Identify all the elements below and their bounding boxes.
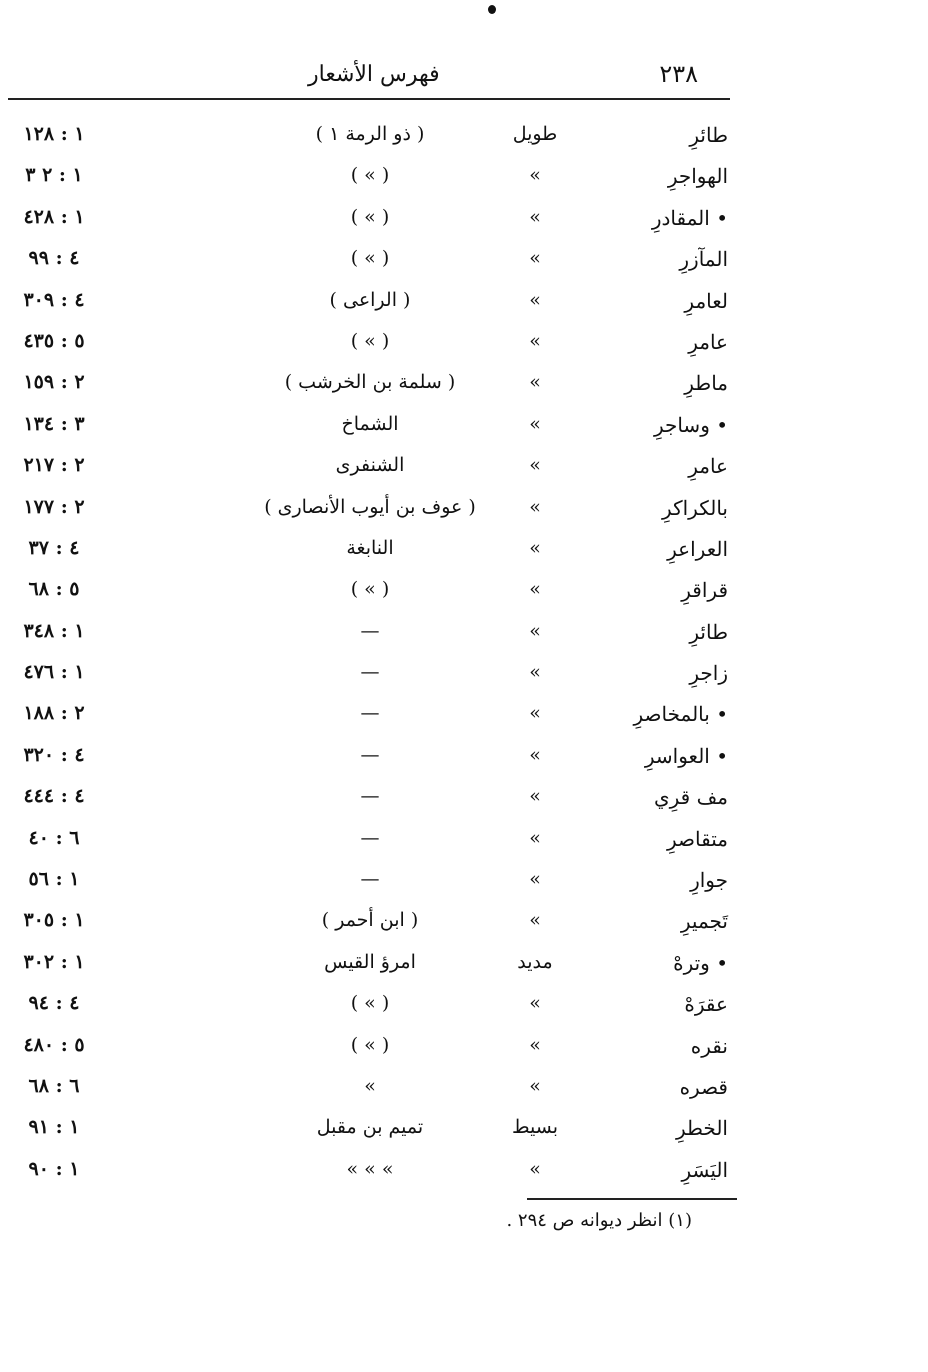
reference-cell: ١ : ٤٢٨: [23, 205, 85, 228]
meter-cell: »: [529, 247, 541, 270]
rhyme-cell: قراقرِ: [681, 578, 728, 603]
rhyme-cell: تَجميرِ: [680, 909, 728, 934]
reference-cell: ١ : ٤٧٦: [23, 661, 85, 684]
reference-cell: ٢ : ١٥٩: [23, 371, 85, 394]
poet-cell: الشماخ: [341, 412, 399, 435]
meter-cell: »: [529, 743, 541, 766]
table-row: [0, 490, 928, 531]
meter-cell: »: [529, 661, 541, 684]
meter-cell: »: [529, 412, 541, 435]
table-row: [0, 1110, 928, 1151]
rhyme-cell: جوارِ: [690, 868, 728, 893]
rhyme-cell: مف قرِي: [653, 785, 728, 810]
rhyme-cell: نقره: [690, 1033, 728, 1058]
rhyme-cell: طائرِ: [689, 619, 728, 644]
poet-cell: ( » ): [350, 247, 390, 270]
rhyme-cell: • وترهْ: [673, 950, 728, 975]
table-row: [0, 614, 928, 655]
reference-cell: ٥ : ٦٨: [28, 578, 80, 601]
rhyme-cell: اليَسَرِ: [681, 1157, 728, 1182]
rhyme-cell: طائرِ: [689, 123, 728, 147]
meter-cell: »: [529, 1074, 541, 1097]
meter-cell: »: [529, 785, 541, 808]
poet-cell: ( » ): [350, 992, 390, 1015]
rhyme-cell: بالكراكرِ: [662, 495, 728, 520]
index-table: [0, 117, 928, 1193]
rhyme-cell: المآزرِ: [679, 247, 728, 272]
reference-cell: ٥ : ٤٨٠: [23, 1033, 85, 1056]
reference-cell: ٤ : ٩٩: [28, 247, 80, 270]
rhyme-cell: عامرِ: [688, 454, 728, 479]
reference-cell: ٦ : ٦٨: [28, 1074, 80, 1097]
poet-cell: ( ذو الرمة ١ ): [315, 123, 425, 145]
poet-cell: —: [360, 661, 380, 684]
reference-cell: ٢ : ٢١٧: [23, 454, 85, 477]
rhyme-cell: • بالمخاصرِ: [633, 702, 728, 727]
rhyme-cell: • المقادرِ: [651, 205, 728, 230]
running-title: فهرس الأشعار: [308, 62, 440, 87]
meter-cell: »: [529, 164, 541, 187]
poet-cell: ( الراعى ): [329, 288, 411, 311]
reference-cell: ٥ : ٤٣٥: [23, 329, 85, 352]
meter-cell: بسيط: [511, 1116, 558, 1139]
table-row: [0, 200, 928, 241]
table-row: [0, 696, 928, 737]
table-row: [0, 779, 928, 820]
table-row: [0, 903, 928, 944]
footnote: (١) انظر ديوانه ص ٢٩٤ .: [506, 1210, 692, 1231]
poet-cell: ( » ): [350, 1033, 390, 1056]
table-row: [0, 448, 928, 489]
reference-cell: ١ : ٥٦: [28, 868, 80, 891]
header-rule: [8, 98, 730, 100]
table-row: [0, 1028, 928, 1069]
meter-cell: »: [529, 454, 541, 477]
poet-cell: تميم بن مقبل: [316, 1116, 424, 1139]
rhyme-cell: قصره: [679, 1074, 728, 1099]
meter-cell: »: [529, 868, 541, 891]
table-row: [0, 158, 928, 199]
meter-cell: »: [529, 578, 541, 601]
page-mark: [488, 5, 496, 14]
rhyme-cell: ماطرِ: [684, 371, 728, 396]
table-row: [0, 365, 928, 406]
meter-cell: »: [529, 1033, 541, 1056]
reference-cell: ٤ : ٩٤: [28, 992, 80, 1015]
poet-cell: —: [360, 743, 380, 766]
rhyme-cell: عامرِ: [688, 329, 728, 354]
meter-cell: »: [529, 826, 541, 849]
table-row: [0, 241, 928, 282]
table-row: [0, 324, 928, 365]
meter-cell: »: [529, 536, 541, 559]
reference-cell: ٤ : ٣٠٩: [23, 288, 85, 311]
reference-cell: ٤ : ٣٢٠: [23, 743, 85, 766]
poet-cell: » » »: [346, 1157, 394, 1180]
table-row: [0, 572, 928, 613]
table-row: [0, 655, 928, 696]
reference-cell: ١ : ٩٠: [28, 1157, 80, 1180]
reference-cell: ١ : ١٢٨: [23, 123, 85, 145]
poet-cell: ( » ): [350, 164, 390, 187]
reference-cell: ١ : ٢ ٣: [25, 164, 83, 187]
rhyme-cell: عقرَهْ: [684, 992, 728, 1017]
reference-cell: ٣ : ١٣٤: [23, 412, 85, 435]
poet-cell: —: [360, 868, 380, 891]
meter-cell: »: [529, 288, 541, 311]
table-row: [0, 821, 928, 862]
footnote-rule: [527, 1198, 737, 1200]
reference-cell: ٤ : ٣٧: [28, 536, 80, 559]
rhyme-cell: لعامرِ: [684, 288, 728, 313]
rhyme-cell: زاجرِ: [689, 661, 728, 686]
rhyme-cell: الخطرِ: [675, 1116, 728, 1141]
page-number: ٢٣٨: [659, 60, 698, 88]
page-header: [8, 58, 728, 100]
rhyme-cell: • وساجرِ: [653, 412, 728, 437]
meter-cell: »: [529, 495, 541, 518]
poet-cell: »: [364, 1074, 376, 1097]
meter-cell: »: [529, 1157, 541, 1180]
poet-cell: النابغة: [346, 536, 394, 559]
reference-cell: ١ : ٩١: [28, 1116, 80, 1139]
meter-cell: مديد: [517, 950, 553, 973]
meter-cell: طويل: [512, 123, 558, 145]
poet-cell: —: [360, 619, 380, 642]
poet-cell: امرؤ القيس: [324, 950, 416, 973]
rhyme-cell: الهواجرِ: [667, 164, 728, 189]
poet-cell: ( عوف بن أيوب الأنصارى ): [264, 495, 476, 518]
meter-cell: »: [529, 909, 541, 932]
table-row: [0, 986, 928, 1027]
poet-cell: ( سلمة بن الخرشب ): [284, 371, 456, 394]
table-row: [0, 283, 928, 324]
table-row: [0, 1152, 928, 1193]
poet-cell: —: [360, 785, 380, 808]
meter-cell: »: [529, 619, 541, 642]
reference-cell: ١ : ٣٤٨: [23, 619, 85, 642]
table-row: [0, 117, 928, 158]
reference-cell: ٤ : ٤٤٤: [23, 785, 85, 808]
poet-cell: ( » ): [350, 205, 390, 228]
reference-cell: ٢ : ١٨٨: [23, 702, 85, 725]
table-row: [0, 738, 928, 779]
poet-cell: الشنفرى: [335, 454, 405, 477]
poet-cell: —: [360, 826, 380, 849]
poet-cell: —: [360, 702, 380, 725]
meter-cell: »: [529, 329, 541, 352]
table-row: [0, 862, 928, 903]
reference-cell: ٦ : ٤٠: [28, 826, 80, 849]
meter-cell: »: [529, 702, 541, 725]
reference-cell: ١ : ٣٠٥: [23, 909, 85, 932]
poet-cell: ( » ): [350, 329, 390, 352]
meter-cell: »: [529, 205, 541, 228]
poet-cell: ( » ): [350, 578, 390, 601]
rhyme-cell: العراعرِ: [667, 536, 728, 561]
poet-cell: ( ابن أحمر ): [321, 909, 419, 932]
meter-cell: »: [529, 371, 541, 394]
reference-cell: ٢ : ١٧٧: [23, 495, 85, 518]
reference-cell: ١ : ٣٠٢: [23, 950, 85, 973]
table-row: [0, 945, 928, 986]
table-row: [0, 1069, 928, 1110]
table-row: [0, 531, 928, 572]
rhyme-cell: متقاصرِ: [667, 826, 728, 851]
table-row: [0, 407, 928, 448]
rhyme-cell: • العواسرِ: [644, 743, 728, 768]
meter-cell: »: [529, 992, 541, 1015]
